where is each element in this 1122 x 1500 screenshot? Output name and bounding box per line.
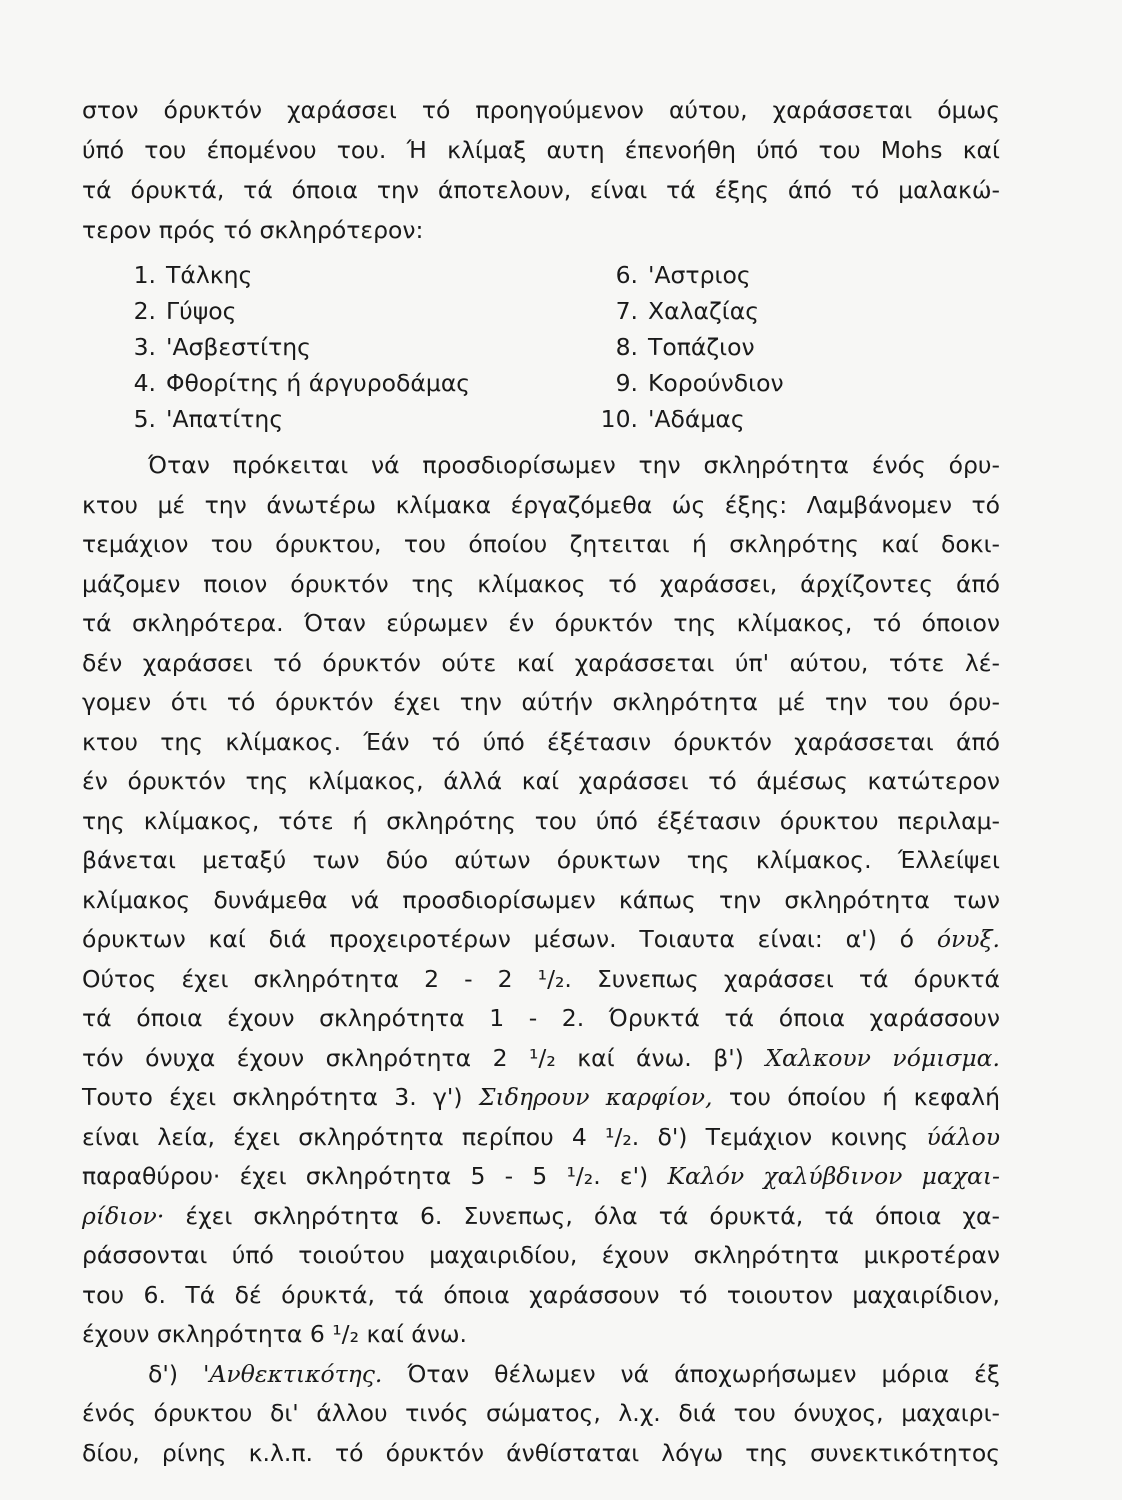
text-line: ύπό του έπομένου του. Ή κλίμαξ αυτη έπενοήθη ύπό του Mohs καί xyxy=(82,136,1000,164)
mineral-name: 'Αδάμας xyxy=(648,405,745,433)
text-run: είναι λεία, έχει σκληρότητα περίπου 4 ¹/₂. δ') Τεμάχιον κοινης xyxy=(82,1123,909,1151)
text-line: ράσσονται ύπό τοιούτου μαχαιριδίου, έχουν σκληρότητα μικροτέραν xyxy=(82,1241,1000,1269)
list-item xyxy=(118,329,311,365)
text-line: τεμάχιον του όρυκτου, του όποίου ζητειται ή σκληρότης καί δοκι- xyxy=(82,530,1000,558)
text-line: βάνεται μεταξύ των δύο αύτων όρυκτων της κλίμακος. Έλλείψει xyxy=(82,846,1000,874)
list-item xyxy=(600,401,745,437)
mineral-name: 'Αστριος xyxy=(648,261,751,289)
italic-term: Καλόν χαλύβδινον μαχαι- xyxy=(667,1162,1000,1190)
text-line xyxy=(82,1077,1000,1117)
text-line: έν όρυκτόν της κλίμακος, άλλά καί χαράσσει τό άμέσως κατώτερον xyxy=(82,767,1000,795)
text-run: του όποίου ή κεφαλή xyxy=(728,1083,1000,1111)
text-line: Ούτος έχει σκληρότητα 2 - 2 ¹/₂. Συνεπως χαράσσει τά όρυκτά xyxy=(82,965,1000,993)
text-line xyxy=(82,1196,1000,1236)
text-line: του 6. Τά δέ όρυκτά, τά όποια χαράσσουν τό τοιουτον μαχαιρίδιον, xyxy=(82,1281,1000,1309)
list-item xyxy=(118,401,283,437)
list-number: 3. xyxy=(133,333,156,361)
text-line xyxy=(82,1117,1000,1157)
list-number: 7. xyxy=(615,297,638,325)
italic-term: 'Ανθεκτικότης. xyxy=(202,1360,383,1388)
list-number: 10. xyxy=(600,405,638,433)
text-run: τόν όνυχα έχουν σκληρότητα 2 ¹/₂ καί άνω. β') xyxy=(82,1044,744,1072)
text-line: δίου, ρίνης κ.λ.π. τό όρυκτόν άνθίσταται λόγω της συνεκτικότητος xyxy=(82,1439,1000,1467)
list-number: 8. xyxy=(615,333,638,361)
text-line: τά όρυκτά, τά όποια την άποτελουν, είναι τά έξης άπό τό μαλακώ- xyxy=(82,176,1000,204)
list-item xyxy=(600,293,759,329)
mineral-name: Γύψος xyxy=(166,297,237,325)
mineral-name: 'Ασβεστίτης xyxy=(166,333,311,361)
text-run: όρυκτων καί διά προχειροτέρων μέσων. Τοιαυτα είναι: α') ό xyxy=(82,925,914,953)
text-line: κλίμακος δυνάμεθα νά προσδιορίσωμεν κάπως την σκληρότητα των xyxy=(82,886,1000,914)
text-line: τά όποια έχουν σκληρότητα 1 - 2. Όρυκτά τά όποια χαράσσουν xyxy=(82,1004,1000,1032)
list-item xyxy=(600,365,784,401)
italic-term: ρίδιον· xyxy=(82,1202,165,1230)
text-line: ένός όρυκτου δι' άλλου τινός σώματος, λ.χ. διά του όνυχος, μαχαιρι- xyxy=(82,1399,1000,1427)
list-item xyxy=(118,257,252,293)
text-run: παραθύρου· έχει σκληρότητα 5 - 5 ¹/₂. ε') xyxy=(82,1162,649,1190)
mineral-name: 'Απατίτης xyxy=(166,405,284,433)
text-line: κτου της κλίμακος. Έάν τό ύπό έξέτασιν όρυκτόν χαράσσεται άπό xyxy=(82,728,1000,756)
text-line: τερον πρός τό σκληρότερον: xyxy=(82,216,424,244)
list-item xyxy=(600,329,755,365)
text-line xyxy=(82,1156,1000,1196)
list-number: 9. xyxy=(615,369,638,397)
text-line: κτου μέ την άνωτέρω κλίμακα έργαζόμεθα ώς έξης: Λαμβάνομεν τό xyxy=(82,491,1000,519)
mineral-name: Χαλαζίας xyxy=(648,297,760,325)
text-run: Όταν θέλωμεν νά άποχωρήσωμεν μόρια έξ xyxy=(407,1360,1000,1388)
text-line: της κλίμακος, τότε ή σκληρότης του ύπό έξέτασιν όρυκτου περιλαμ- xyxy=(82,807,1000,835)
text-line xyxy=(82,919,1000,959)
list-number: 2. xyxy=(133,297,156,325)
text-line xyxy=(148,1354,1000,1394)
text-line: γομεν ότι τό όρυκτόν έχει την αύτήν σκληρότητα μέ την του όρυ- xyxy=(82,688,1000,716)
text-line: δέν χαράσσει τό όρυκτόν ούτε καί χαράσσεται ύπ' αύτου, τότε λέ- xyxy=(82,649,1000,677)
mineral-name: Κορούνδιον xyxy=(648,369,784,397)
list-number: 6. xyxy=(615,261,638,289)
mineral-name: Φθορίτης ή άργυροδάμας xyxy=(166,369,471,397)
list-item xyxy=(600,257,751,293)
italic-term: όνυξ. xyxy=(936,925,1000,953)
list-number: 4. xyxy=(133,369,156,397)
mineral-name: Τάλκης xyxy=(166,261,253,289)
text-line: έχουν σκληρότητα 6 ¹/₂ καί άνω. xyxy=(82,1320,468,1348)
text-line: μάζομεν ποιον όρυκτόν της κλίμακος τό χαράσσει, άρχίζοντες άπό xyxy=(82,570,1000,598)
list-number: 5. xyxy=(133,405,156,433)
text-line: τά σκληρότερα. Όταν εύρωμεν έν όρυκτόν της κλίμακος, τό όποιον xyxy=(82,609,1000,637)
text-line xyxy=(82,1038,1000,1078)
text-run: δ') xyxy=(148,1360,179,1388)
list-item xyxy=(118,365,470,401)
text-line: Όταν πρόκειται νά προσδιορίσωμεν την σκληρότητα ένός όρυ- xyxy=(148,451,1000,479)
text-run: Τουτο έχει σκληρότητα 3. γ') xyxy=(82,1083,463,1111)
mineral-name: Τοπάζιον xyxy=(648,333,755,361)
italic-term: ύάλου xyxy=(926,1123,1000,1151)
italic-term: Χαλκουν νόμισμα. xyxy=(765,1044,1000,1072)
list-number: 1. xyxy=(133,261,156,289)
text-run: έχει σκληρότητα 6. Συνεπως, όλα τά όρυκτά, τά όποια χα- xyxy=(185,1202,1000,1230)
italic-term: Σιδηρουν καρφίον, xyxy=(478,1083,713,1111)
text-line: στον όρυκτόν χαράσσει τό προηγούμενον αύτου, χαράσσεται όμως xyxy=(82,96,1000,124)
list-item xyxy=(118,293,236,329)
